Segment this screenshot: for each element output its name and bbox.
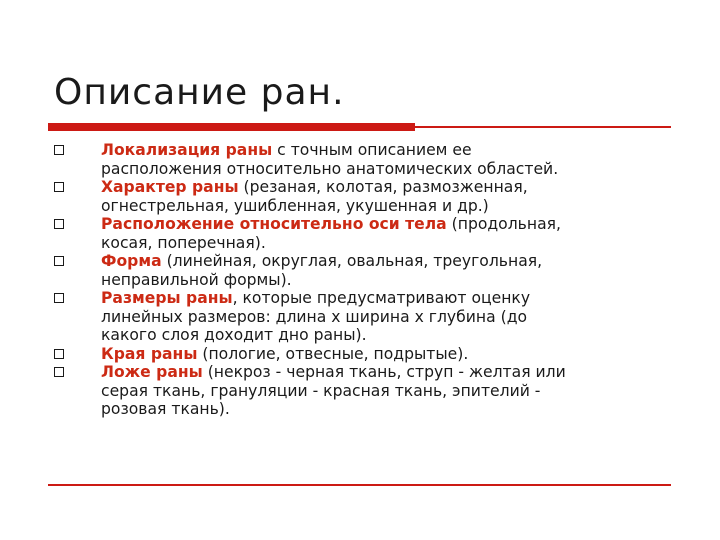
slide-title: Описание ран. xyxy=(54,72,345,113)
item-text: (некроз - черная ткань, струп - желтая или xyxy=(202,363,566,381)
bullet-list xyxy=(54,141,674,419)
item-highlight: Характер раны xyxy=(101,178,239,196)
list-item xyxy=(54,289,674,345)
item-text: розовая ткань). xyxy=(101,400,230,418)
item-text: (пологие, отвесные, подрытые). xyxy=(197,344,469,363)
item-text: (линейная, округлая, овальная, треугольная, xyxy=(161,252,543,270)
list-item xyxy=(54,252,674,289)
item-highlight: Расположение относительно оси тела xyxy=(101,215,447,233)
square-bullet-icon xyxy=(54,219,64,229)
square-bullet-icon xyxy=(54,182,64,192)
list-item xyxy=(54,363,674,419)
title-underline-thin xyxy=(415,126,671,128)
square-bullet-icon xyxy=(54,256,64,266)
title-underline-thick xyxy=(48,123,415,131)
square-bullet-icon xyxy=(54,349,64,359)
item-text: какого слоя доходит дно раны). xyxy=(101,326,367,344)
item-highlight: Размеры раны xyxy=(101,289,233,307)
item-text: с точным описанием ее xyxy=(272,141,472,159)
square-bullet-icon xyxy=(54,367,64,377)
item-text: (продольная, xyxy=(446,215,561,233)
list-item xyxy=(54,215,674,252)
item-text: косая, поперечная). xyxy=(101,233,266,252)
list-item xyxy=(54,141,674,178)
bottom-rule xyxy=(48,484,671,486)
item-highlight: Ложе раны xyxy=(101,363,203,381)
item-text: серая ткань, грануляции - красная ткань, эпителий - xyxy=(101,381,541,400)
item-highlight: Края раны xyxy=(101,344,198,363)
list-item xyxy=(54,178,674,215)
square-bullet-icon xyxy=(54,293,64,303)
square-bullet-icon xyxy=(54,145,64,155)
item-text: , которые предусматривают оценку xyxy=(232,289,531,307)
item-text: (резаная, колотая, размозженная, xyxy=(238,178,528,196)
item-highlight: Форма xyxy=(101,252,162,270)
item-text: линейных размеров: длина х ширина х глубина (до xyxy=(101,307,528,326)
item-text: неправильной формы). xyxy=(101,270,292,289)
item-text: огнестрельная, ушибленная, укушенная и др.) xyxy=(101,196,489,215)
item-highlight: Локализация раны xyxy=(101,141,273,159)
item-text: расположения относительно анатомических областей. xyxy=(101,159,559,178)
list-item xyxy=(54,345,674,364)
